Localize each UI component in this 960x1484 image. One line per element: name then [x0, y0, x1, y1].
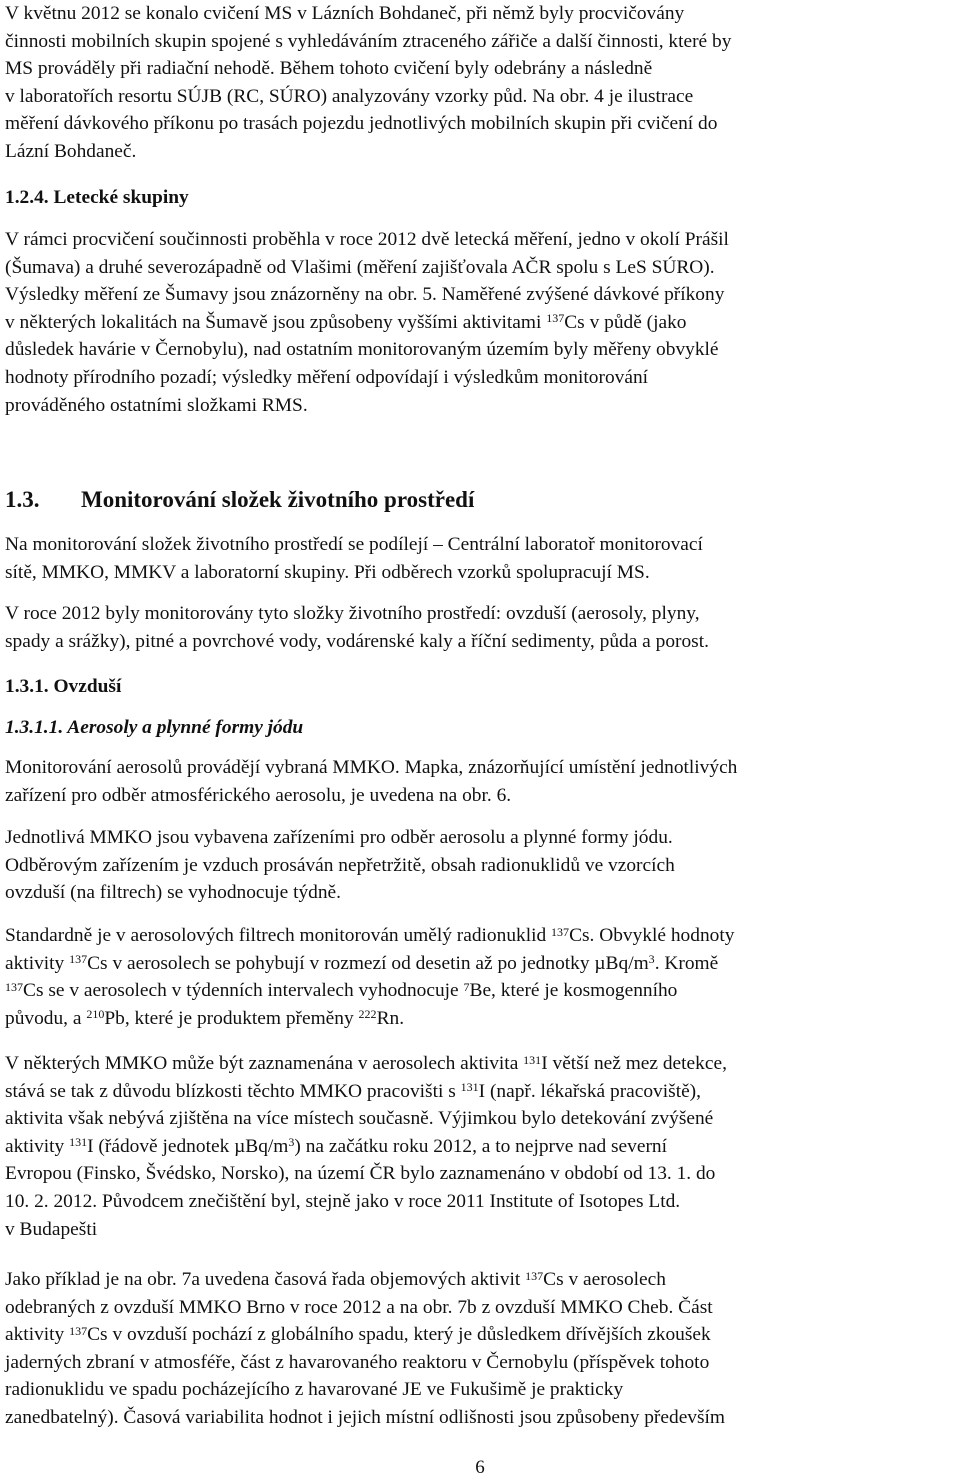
paragraph-monitoring-participants: Na monitorování složek životního prostředí se podílejí – Centrální laboratoř monitorovací sítě, MMKO, MMKV a laboratorní skupiny. Při odběrech vzorků spolupracují MS.: [5, 534, 703, 583]
section-heading-1-3-1-1: 1.3.1.1. Aerosoly a plynné formy jódu: [5, 717, 304, 738]
text-line: činnosti mobilních skupin spojené s vyhledáváním ztraceného zářiče a další činnosti, které by: [5, 30, 732, 52]
text-line: v laboratořích resortu SÚJB (RC, SÚRO) analyzovány vzorky půd. Na obr. 4 je ilustrace: [5, 85, 694, 107]
paragraph-air-groups: V rámci procvičení součinnosti proběhla v roce 2012 dvě letecká měření, jedno v okolí Prášil (Šumava) a druhé severozápadně od Vlašimi (měření zajišťovala AČR spolu s LeS SÚRO). Výsledky měření ze Šumavy jsou znázorněny na obr. 5. Naměřené zvýšené dávkové příkony v některých lokalitách na Šumavě jsou způsobeny vyššími aktivitami $^{137}$Cs v půdě (jako důsledek havárie v Černobylu), nad ostatním monitorovaným územím byly měřeny obvyklé hodnoty přírodního pozadí; výsledky měření odpovídají i výsledkům monitorování prováděného ostatními složkami RMS.: [5, 229, 729, 416]
page-number: 6: [475, 1457, 485, 1478]
paragraph-sampling-equipment: Jednotlivá MMKO jsou vybavena zařízeními pro odběr aerosolu a plynné formy jódu. Odběrovým zařízením je vzduch prosáván nepřetržitě, obsah radionuklidů ve vzorcích ovzduší (na filtrech) se vyhodnocuje týdně.: [5, 827, 675, 904]
paragraph-time-series-example: Jako příklad je na obr. 7a uvedena časová řada objemových aktivit $^{137}$Cs v aerosolech odebraných z ovzduší MMKO Brno v roce 2012 a na obr. 7b z ovzduší MMKO Cheb. Část aktivity $^{137}$Cs v ovzduší pochází z globálního spadu, který je důsledkem dřívějších zkoušek jaderných zbraní v atmosféře, část z havarovaného reaktoru v Černobylu (příspěvek tohoto radionuklidu ve spadu pocházejícího z havarované JE ve Fukušimě je prakticky zanedbatelný). Časová variabilita hodnot i jejich místní odlišnosti jsou způsobeny především: [5, 1268, 726, 1428]
paragraph-i131-detection: V některých MMKO může být zaznamenána v aerosolech aktivita $^{131}$I větší než mez detekce, stává se tak z důvodu blízkosti těchto MMKO pracovišti s $^{131}$I (např. lékařská pracoviště), aktivita však nebývá zjištěna na více místech současně. Výjimkou bylo detekování zvýšené aktivity $^{131}$I (řádově jednotek µBq/$m^3$) na začátku roku 2012, a to nejprve nad severní Evropou (Finsko, Švédsko, Norsko), na území ČR bylo zaznamenáno v období od 13. 1. do 10. 2. 2012. Původcem znečištění byl, stejně jako v roce 2011 Institute of Isotopes Ltd. v Budapešti: [5, 1052, 727, 1240]
text-line: Lázní Bohdaneč.: [5, 140, 137, 162]
text-line: MS prováděly při radiační nehodě. Během tohoto cvičení byly odebrány a následně: [5, 58, 653, 80]
text-line: V květnu 2012 se konalo cvičení MS v Lázních Bohdaneč, při němž byly procvičovány: [5, 3, 685, 24]
section-heading-1-3-1: 1.3.1. Ovzduší: [5, 676, 122, 697]
section-heading-1-3: 1.3. Monitorování složek životního prostředí: [5, 487, 475, 512]
section-heading-1-2-4: 1.2.4. Letecké skupiny: [5, 187, 189, 208]
paragraph-exercise: [5, 0, 955, 166]
paragraph-cs137-standard: Standardně je v aerosolových filtrech monitorován umělý radionuklid $^{137}$Cs. Obvyklé hodnoty aktivity $^{137}$Cs v aerosolech se pohybují v rozmezí od desetin až po jednotky µBq/$m^3$. Kromě $^{137}$Cs se v aerosolech v týdenních intervalech vyhodnocuje $^7$Be, které je kosmogenního původu, a $^{210}$Pb, které je produktem přeměny $^{222}$Rn.: [5, 924, 735, 1029]
text-line: měření dávkového příkonu po trasách pojezdu jednotlivých mobilních skupin při cvičení do: [5, 113, 718, 135]
paragraph-monitored-components: V roce 2012 byly monitorovány tyto složky životního prostředí: ovzduší (aerosoly, plyny, spady a srážky), pitné a povrchové vody, vodárenské kaly a říční sedimenty, půda a porost.: [5, 603, 709, 652]
paragraph-aerosol-monitoring: Monitorování aerosolů provádějí vybraná MMKO. Mapka, znázorňující umístění jednotlivých zařízení pro odběr atmosférického aerosolu, je uvedena na obr. 6.: [5, 757, 738, 806]
